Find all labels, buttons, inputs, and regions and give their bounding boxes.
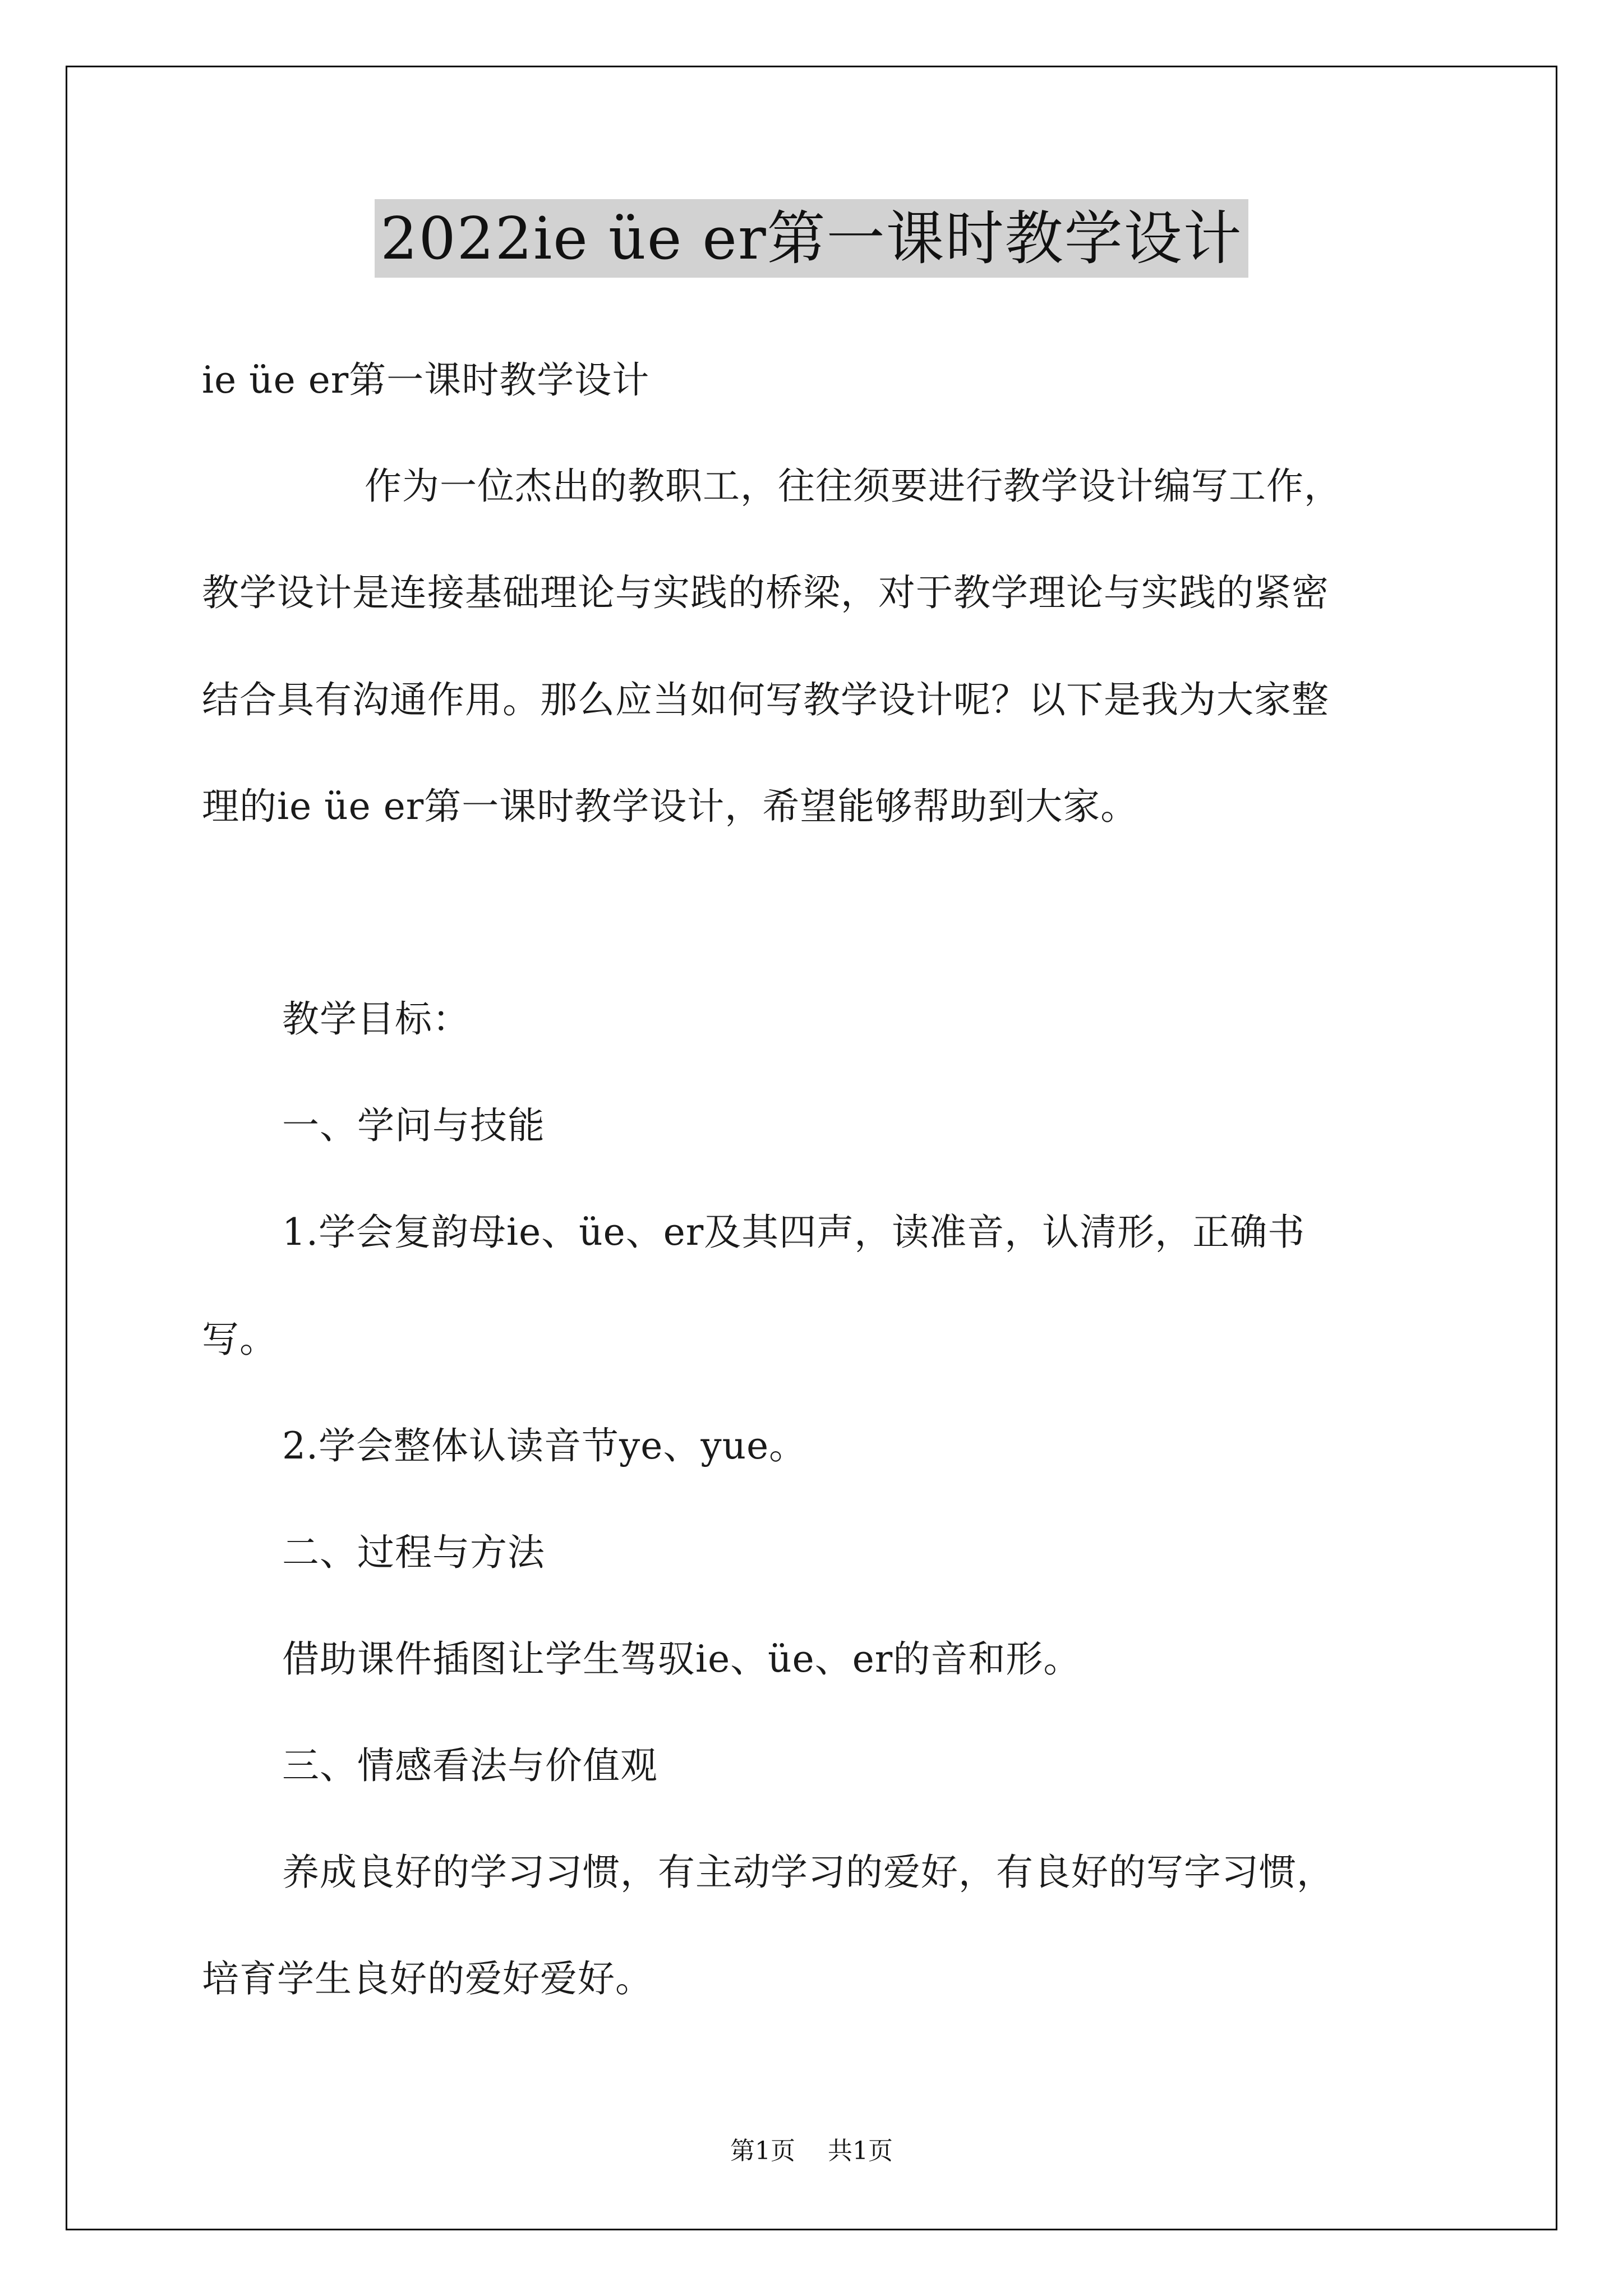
item-2: 2.学会整体认读音节ye、yue。 (282, 1424, 807, 1467)
total-pages: 共1页 (828, 2137, 893, 2165)
item-1-line-1: 1.学会复韵母ie、üe、er及其四声，读准音，认清形，正确书 (282, 1211, 1306, 1254)
intro-line-2: 教学设计是连接基础理论与实践的桥梁，对于教学理论与实践的紧密 (202, 571, 1329, 614)
document-title: 2022ie üe er第一课时教学设计 (375, 199, 1248, 278)
item-1-line-2: 写。 (202, 1318, 277, 1361)
page-footer (0, 2134, 1623, 2168)
section-3-line-2: 培育学生良好的爱好爱好。 (202, 1957, 653, 2000)
objectives-heading: 教学目标： (282, 997, 470, 1041)
section-2-heading: 二、过程与方法 (282, 1531, 545, 1574)
section-3-line-1: 养成良好的学习习惯，有主动学习的爱好，有良好的写字习惯， (282, 1851, 1334, 1894)
intro-line-3: 结合具有沟通作用。那么应当如何写教学设计呢？以下是我为大家整 (202, 678, 1329, 721)
title-container (0, 199, 1623, 278)
section-2-text: 借助课件插图让学生驾驭ie、üe、er的音和形。 (282, 1637, 1081, 1681)
section-3-heading: 三、情感看法与价值观 (282, 1744, 658, 1787)
page-number: 第1页 (730, 2137, 795, 2165)
document-subtitle: ie üe er第一课时教学设计 (202, 358, 650, 402)
section-1-heading: 一、学问与技能 (282, 1104, 545, 1147)
intro-line-4: 理的ie üe er第一课时教学设计，希望能够帮助到大家。 (202, 785, 1138, 828)
intro-line-1: 作为一位杰出的教职工，往往须要进行教学设计编写工作， (365, 464, 1341, 508)
